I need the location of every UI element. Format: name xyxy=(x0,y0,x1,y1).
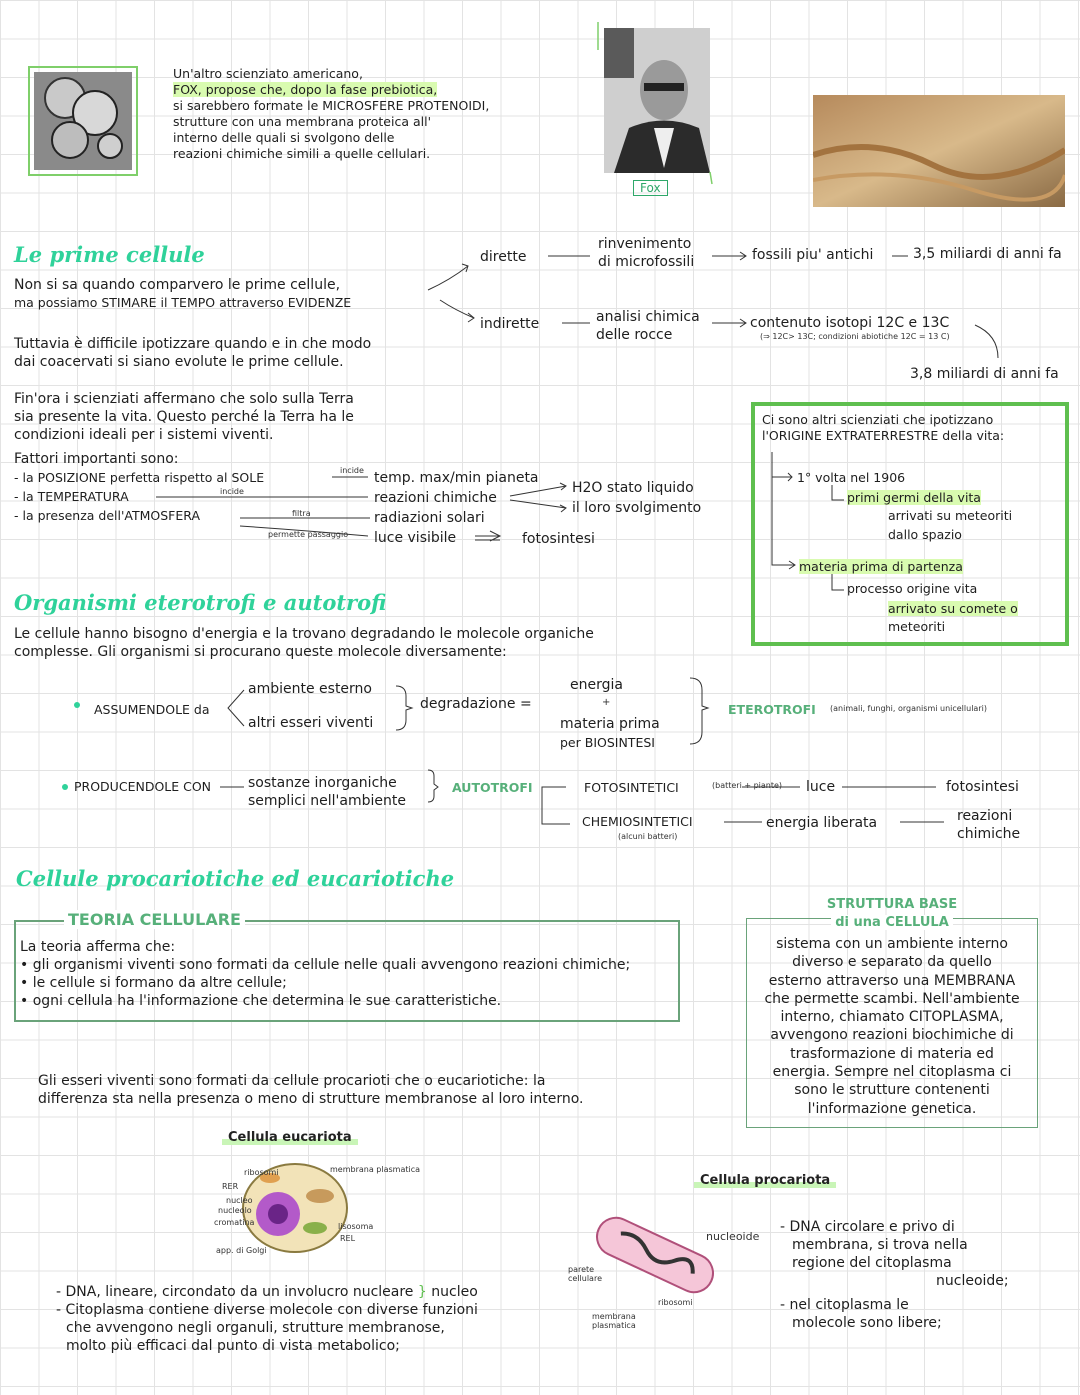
label-nucleo: nucleo xyxy=(226,1196,253,1205)
organismi-intro: Le cellule hanno bisogno d'energia e la trovano degradando le molecole organiche complesse. Gli organismi si procurano queste molecole diversamente: xyxy=(14,626,594,660)
energia: energia xyxy=(570,677,623,693)
assumendole: ASSUMENDOLE da xyxy=(94,702,210,717)
comete: arrivato su comete o xyxy=(888,601,1018,616)
producendole: PRODUCENDOLE CON xyxy=(74,779,212,794)
indirette-label: indirette xyxy=(480,316,540,332)
meteoriti: arrivati su meteoriti xyxy=(888,508,1013,523)
per-biosintesi: per BIOSINTESI xyxy=(560,735,655,750)
germi: primi germi della vita xyxy=(847,490,981,505)
altri-viventi: altri esseri viventi xyxy=(248,715,374,731)
extraterrestre-intro: Ci sono altri scienziati che ipotizzano l'ORIGINE EXTRATERRESTRE della vita: xyxy=(762,412,1005,443)
materia-prima: materia prima di partenza xyxy=(799,559,963,574)
label-ribosomi: ribosomi xyxy=(244,1168,279,1177)
prokaryotic-cell-drawing xyxy=(585,1210,725,1300)
prima-volta: 1° volta nel 1906 xyxy=(797,470,906,485)
note-incide-1: incide xyxy=(340,466,364,475)
label-rer: RER xyxy=(222,1182,239,1191)
degradazione: degradazione = xyxy=(420,696,532,712)
note-permette: permette passaggio xyxy=(268,530,349,539)
fotosintesi-label: fotosintesi xyxy=(522,531,595,547)
fotosintetici: FOTOSINTETICI xyxy=(584,780,679,795)
chemiosintetici: CHEMIOSINTETICI xyxy=(582,814,693,829)
teoria-title: TEORIA CELLULARE xyxy=(64,910,245,929)
procariota-caption: Cellula procariota xyxy=(694,1173,836,1188)
note-incide-2: incide xyxy=(220,487,244,496)
section-title-organismi: Organismi eterotrofi e autotrofi xyxy=(14,590,387,615)
label-golgi: app. di Golgi xyxy=(216,1246,267,1255)
eucariota-notes: - DNA, lineare, circondato da un involucro nucleare } nucleo - Citoplasma contiene diverse molecole con diverse funzioni che avvengono negli organuli, strutture membranose, molto più efficaci dal punto di vista metabolico; xyxy=(56,1284,478,1354)
teoria-text: La teoria afferma che: • gli organismi viventi sono formati da cellule nelle quali avvengono reazioni chimiche; • le cellule si formano da altre cellule; • ogni cellula ha l'informazione che determina le sue caratteristiche. xyxy=(20,939,631,1009)
prime-cellule-intro: Non si sa quando comparvero le prime cellule, ma possiamo STIMARE il TEMPO attraverso EVIDENZE xyxy=(14,277,352,310)
struttura-title: STRUTTURA BASE di una CELLULA xyxy=(826,897,958,930)
eterotrofi-note: (animali, funghi, organismi unicellulari) xyxy=(830,704,987,713)
chemio-note: (alcuni batteri) xyxy=(618,832,678,841)
label-lisosoma: lisosoma xyxy=(338,1222,374,1231)
reazioni-chimiche: reazioni chimiche xyxy=(957,808,1021,842)
plus: + xyxy=(602,697,611,708)
label-parete: parete cellulare xyxy=(568,1265,602,1283)
meteoriti2: meteoriti xyxy=(888,619,946,634)
fotosintesi-org: fotosintesi xyxy=(946,779,1019,795)
sostanze: sostanze inorganiche semplici nell'ambiente xyxy=(248,775,406,809)
luce: luce xyxy=(806,779,836,795)
fossili-label: fossili piu' antichi xyxy=(752,247,874,263)
energia-liberata: energia liberata xyxy=(766,815,878,831)
autotrofi: AUTOTROFI xyxy=(452,780,533,795)
isotopi-note: (⇒ 12C> 13C; condizioni abiotiche 12C = 13 C) xyxy=(760,332,950,341)
fox-text: Un'altro scienziato americano, FOX, propose che, dopo la fase prebiotica, si sarebbero formate le MICROSFERE PROTENOIDI, strutture con una membrana proteica all' interno delle quali si svolgono delle reazioni chimiche simili a quelle cellulari. xyxy=(173,66,490,161)
bullet-2 xyxy=(62,784,68,790)
difficile-text: Tuttavia è difficile ipotizzare quando e in che modo dai coacervati si siano evolute le prime cellule. xyxy=(14,336,372,370)
terra-text: Fin'ora i scienziati affermano che solo sulla Terra sia presente la vita. Questo perché la Terra ha le condizioni ideali per i sistemi viventi. xyxy=(14,391,354,443)
rinvenimento-label: rinvenimento di microfossili xyxy=(598,236,695,270)
viventi-text: Gli esseri viventi sono formati da cellule procarioti che o eucariotiche: la differenza sta nella presenza o meno di strutture membranose al loro interno. xyxy=(38,1073,584,1107)
label-nucleoide: nucleoide xyxy=(706,1230,760,1243)
label-rel: REL xyxy=(340,1234,356,1243)
age-38-label: 3,8 miliardi di anni fa xyxy=(910,366,1059,382)
isotopi-label: contenuto isotopi 12C e 13C xyxy=(750,315,950,331)
materia-prima-org: materia prima xyxy=(560,716,660,732)
section-title-prime-cellule: Le prime cellule xyxy=(14,242,205,267)
effects-list: temp. max/min pianeta reazioni chimiche radiazioni solari luce visibile xyxy=(374,470,539,546)
section-title-cellule: Cellule procariotiche ed eucariotiche xyxy=(16,866,455,891)
note-filtra: filtra xyxy=(292,509,311,518)
dirette-label: dirette xyxy=(480,249,527,265)
label-nucleolo: nucleolo xyxy=(218,1206,252,1215)
age-35-label: 3,5 miliardi di anni fa xyxy=(913,246,1062,262)
fotosintetici-note: (batteri + piante) xyxy=(712,781,783,790)
ambiente-esterno: ambiente esterno xyxy=(248,681,372,697)
label-membrana-pro: membrana plasmatica xyxy=(592,1312,636,1330)
eterotrofi: ETEROTROFI xyxy=(728,702,816,717)
processo: processo origine vita xyxy=(847,581,978,596)
spazio: dallo spazio xyxy=(888,527,962,542)
label-membrana: membrana plasmatica xyxy=(330,1165,421,1174)
procariota-notes: - DNA circolare e privo di membrana, si trova nella regione del citoplasma nucleoide; - nel citoplasma le molecole sono libere; xyxy=(780,1219,1009,1331)
organismi-braces xyxy=(0,670,1080,850)
water-list: H2O stato liquido il loro svolgimento xyxy=(572,480,702,516)
fox-label: Fox xyxy=(633,180,668,196)
label-ribosomi-pro: ribosomi xyxy=(658,1298,693,1307)
eucariota-caption: Cellula eucariota xyxy=(222,1130,358,1145)
fattori-list: Fattori importanti sono: - la POSIZIONE perfetta rispetto al SOLE - la TEMPERATURA - la presenza dell'ATMOSFERA xyxy=(14,451,265,523)
label-cromatina: cromatina xyxy=(214,1218,255,1227)
struttura-text: sistema con un ambiente interno diverso e separato da quello esterno attraverso una MEMBRANA che permette scambi. Nell'ambiente interno, chiamato CITOPLASMA, avvengono reazioni biochimiche di trasformazione di materia ed energia. Sempre nel citoplasma ci sono le strutture contenenti l'informazione genetica. xyxy=(764,936,1020,1117)
analisi-label: analisi chimica delle rocce xyxy=(596,309,700,343)
